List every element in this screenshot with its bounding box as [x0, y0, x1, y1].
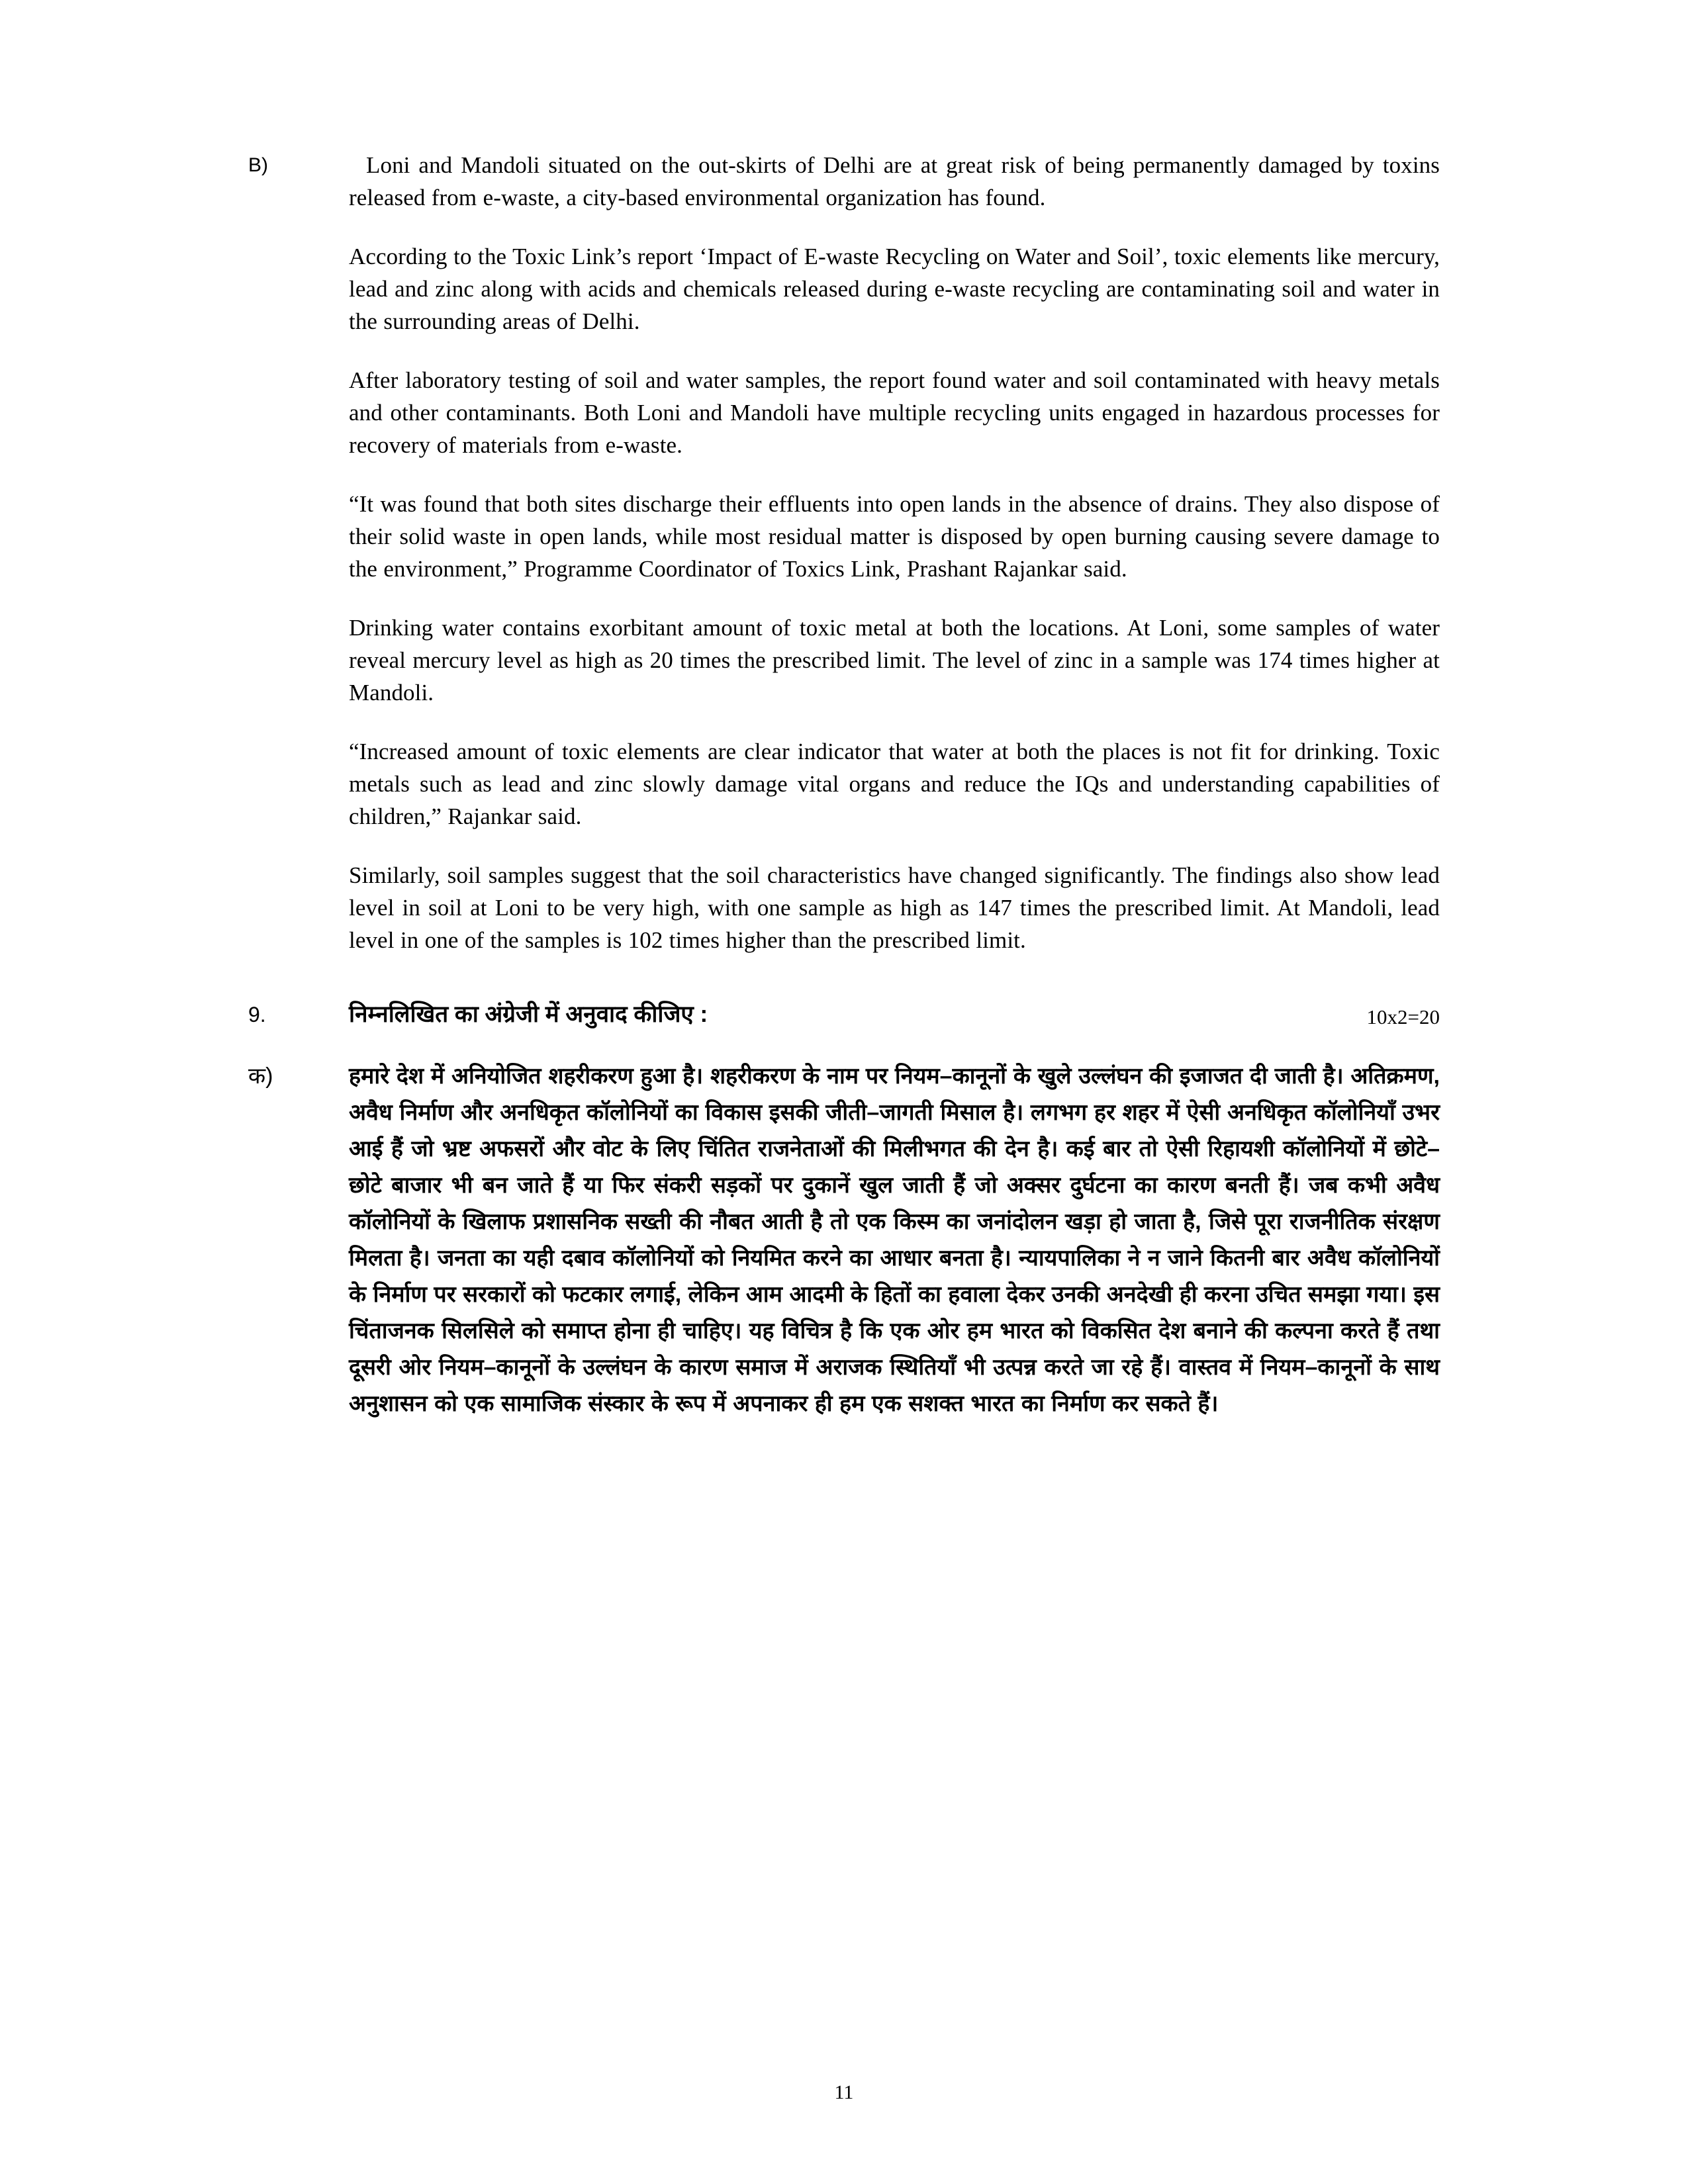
part-ka-label: क)	[248, 1064, 273, 1089]
section-b-body	[349, 149, 1440, 956]
paragraph: “It was found that both sites discharge their effluents into open lands in the absence of drains. They also dispose of their solid waste in open lands, while most residual matter is disposed by open burning causing severe damage to the environment,” Programme Coordinator of Toxics Link, Prashant Rajankar said.	[349, 491, 1440, 582]
page-content	[248, 149, 1440, 1422]
question-9-heading	[248, 997, 1440, 1032]
question-9-marks: 10x2=20	[1366, 1005, 1440, 1028]
question-9-instruction: निम्नलिखित का अंग्रेजी में अनुवाद कीजिए :	[349, 1001, 708, 1027]
paragraph: After laboratory testing of soil and water samples, the report found water and soil contaminated with heavy metals and other contaminants. Both Loni and Mandoli have multiple recycling units engaged in hazardous processes for recovery of materials from e-waste.	[349, 367, 1440, 458]
paragraph: Drinking water contains exorbitant amount of toxic metal at both the locations. At Loni, some samples of water reveal mercury level as high as 20 times the prescribed limit. The level of zinc in a sample was 174 times higher at Mandoli.	[349, 615, 1440, 705]
page-number: 11	[834, 2081, 854, 2103]
question-9-number: 9.	[248, 1003, 266, 1026]
paragraph: Similarly, soil samples suggest that the soil characteristics have changed significantly. The findings also show lead level in soil at Loni to be very high, with one sample as high as 147 times the prescribed limit. At Mandoli, lead level in one of the samples is 102 times higher than the prescribed limit.	[349, 862, 1440, 953]
paragraph: “Increased amount of toxic elements are clear indicator that water at both the places is not fit for drinking. Toxic metals such as lead and zinc slowly damage vital organs and reduce the IQs and understanding capabilities of children,” Rajankar said.	[349, 739, 1440, 829]
paragraph: According to the Toxic Link’s report ‘Impact of E-waste Recycling on Water and Soil’, toxic elements like mercury, lead and zinc along with acids and chemicals released during e-waste recycling are contaminating soil and water in the surrounding areas of Delhi.	[349, 244, 1440, 334]
paragraph: Loni and Mandoli situated on the out-skirts of Delhi are at great risk of being permanently damaged by toxins released from e-waste, a city-based environmental organization has found.	[349, 152, 1440, 210]
section-b-label: B)	[248, 154, 268, 176]
question-9-part-ka	[248, 1058, 1440, 1422]
section-b	[248, 149, 1440, 956]
part-ka-body	[349, 1058, 1440, 1422]
hindi-paragraph: हमारे देश में अनियोजित शहरीकरण हुआ है। शहरीकरण के नाम पर नियम–कानूनों के खुले उल्लंघन की इजाजत दी जाती है। अतिक्रमण, अवैध निर्माण और अनधिकृत कॉलोनियों का विकास इसकी जीती–जागती मिसाल है। लगभग हर शहर में ऐसी अनधिकृत कॉलोनियाँ उभर आई हैं जो भ्रष्ट अफसरों और वोट के लिए चिंतित राजनेताओं की मिलीभगत की देन है। कई बार तो ऐसी रिहायशी कॉलोनियों में छोटे–छोटे बाजार भी बन जाते हैं या फिर संकरी सड़कों पर दुकानें खुल जाती हैं जो अक्सर दुर्घटना का कारण बनती हैं। जब कभी अवैध कॉलोनियों के खिलाफ प्रशासनिक सख्ती की नौबत आती है तो एक किस्म का जनांदोलन खड़ा हो जाता है, जिसे पूरा राजनीतिक संरक्षण मिलता है। जनता का यही दबाव कॉलोनियों को नियमित करने का आधार बनता है। न्यायपालिका ने न जाने कितनी बार अवैध कॉलोनियों के निर्माण पर सरकारों को फटकार लगाई, लेकिन आम आदमी के हितों का हवाला देकर उनकी अनदेखी ही करना उचित समझा गया। इस चिंताजनक सिलसिले को समाप्त होना ही चाहिए। यह विचित्र है कि एक ओर हम भारत को विकसित देश बनाने की कल्पना करते हैं तथा दूसरी ओर नियम–कानूनों के उल्लंघन के कारण समाज में अराजक स्थितियाँ भी उत्पन्न करते जा रहे हैं। वास्तव में नियम–कानूनों के साथ अनुशासन को एक सामाजिक संस्कार के रूप में अपनाकर ही हम एक सशक्त भारत का निर्माण कर सकते हैं।	[349, 1064, 1440, 1416]
